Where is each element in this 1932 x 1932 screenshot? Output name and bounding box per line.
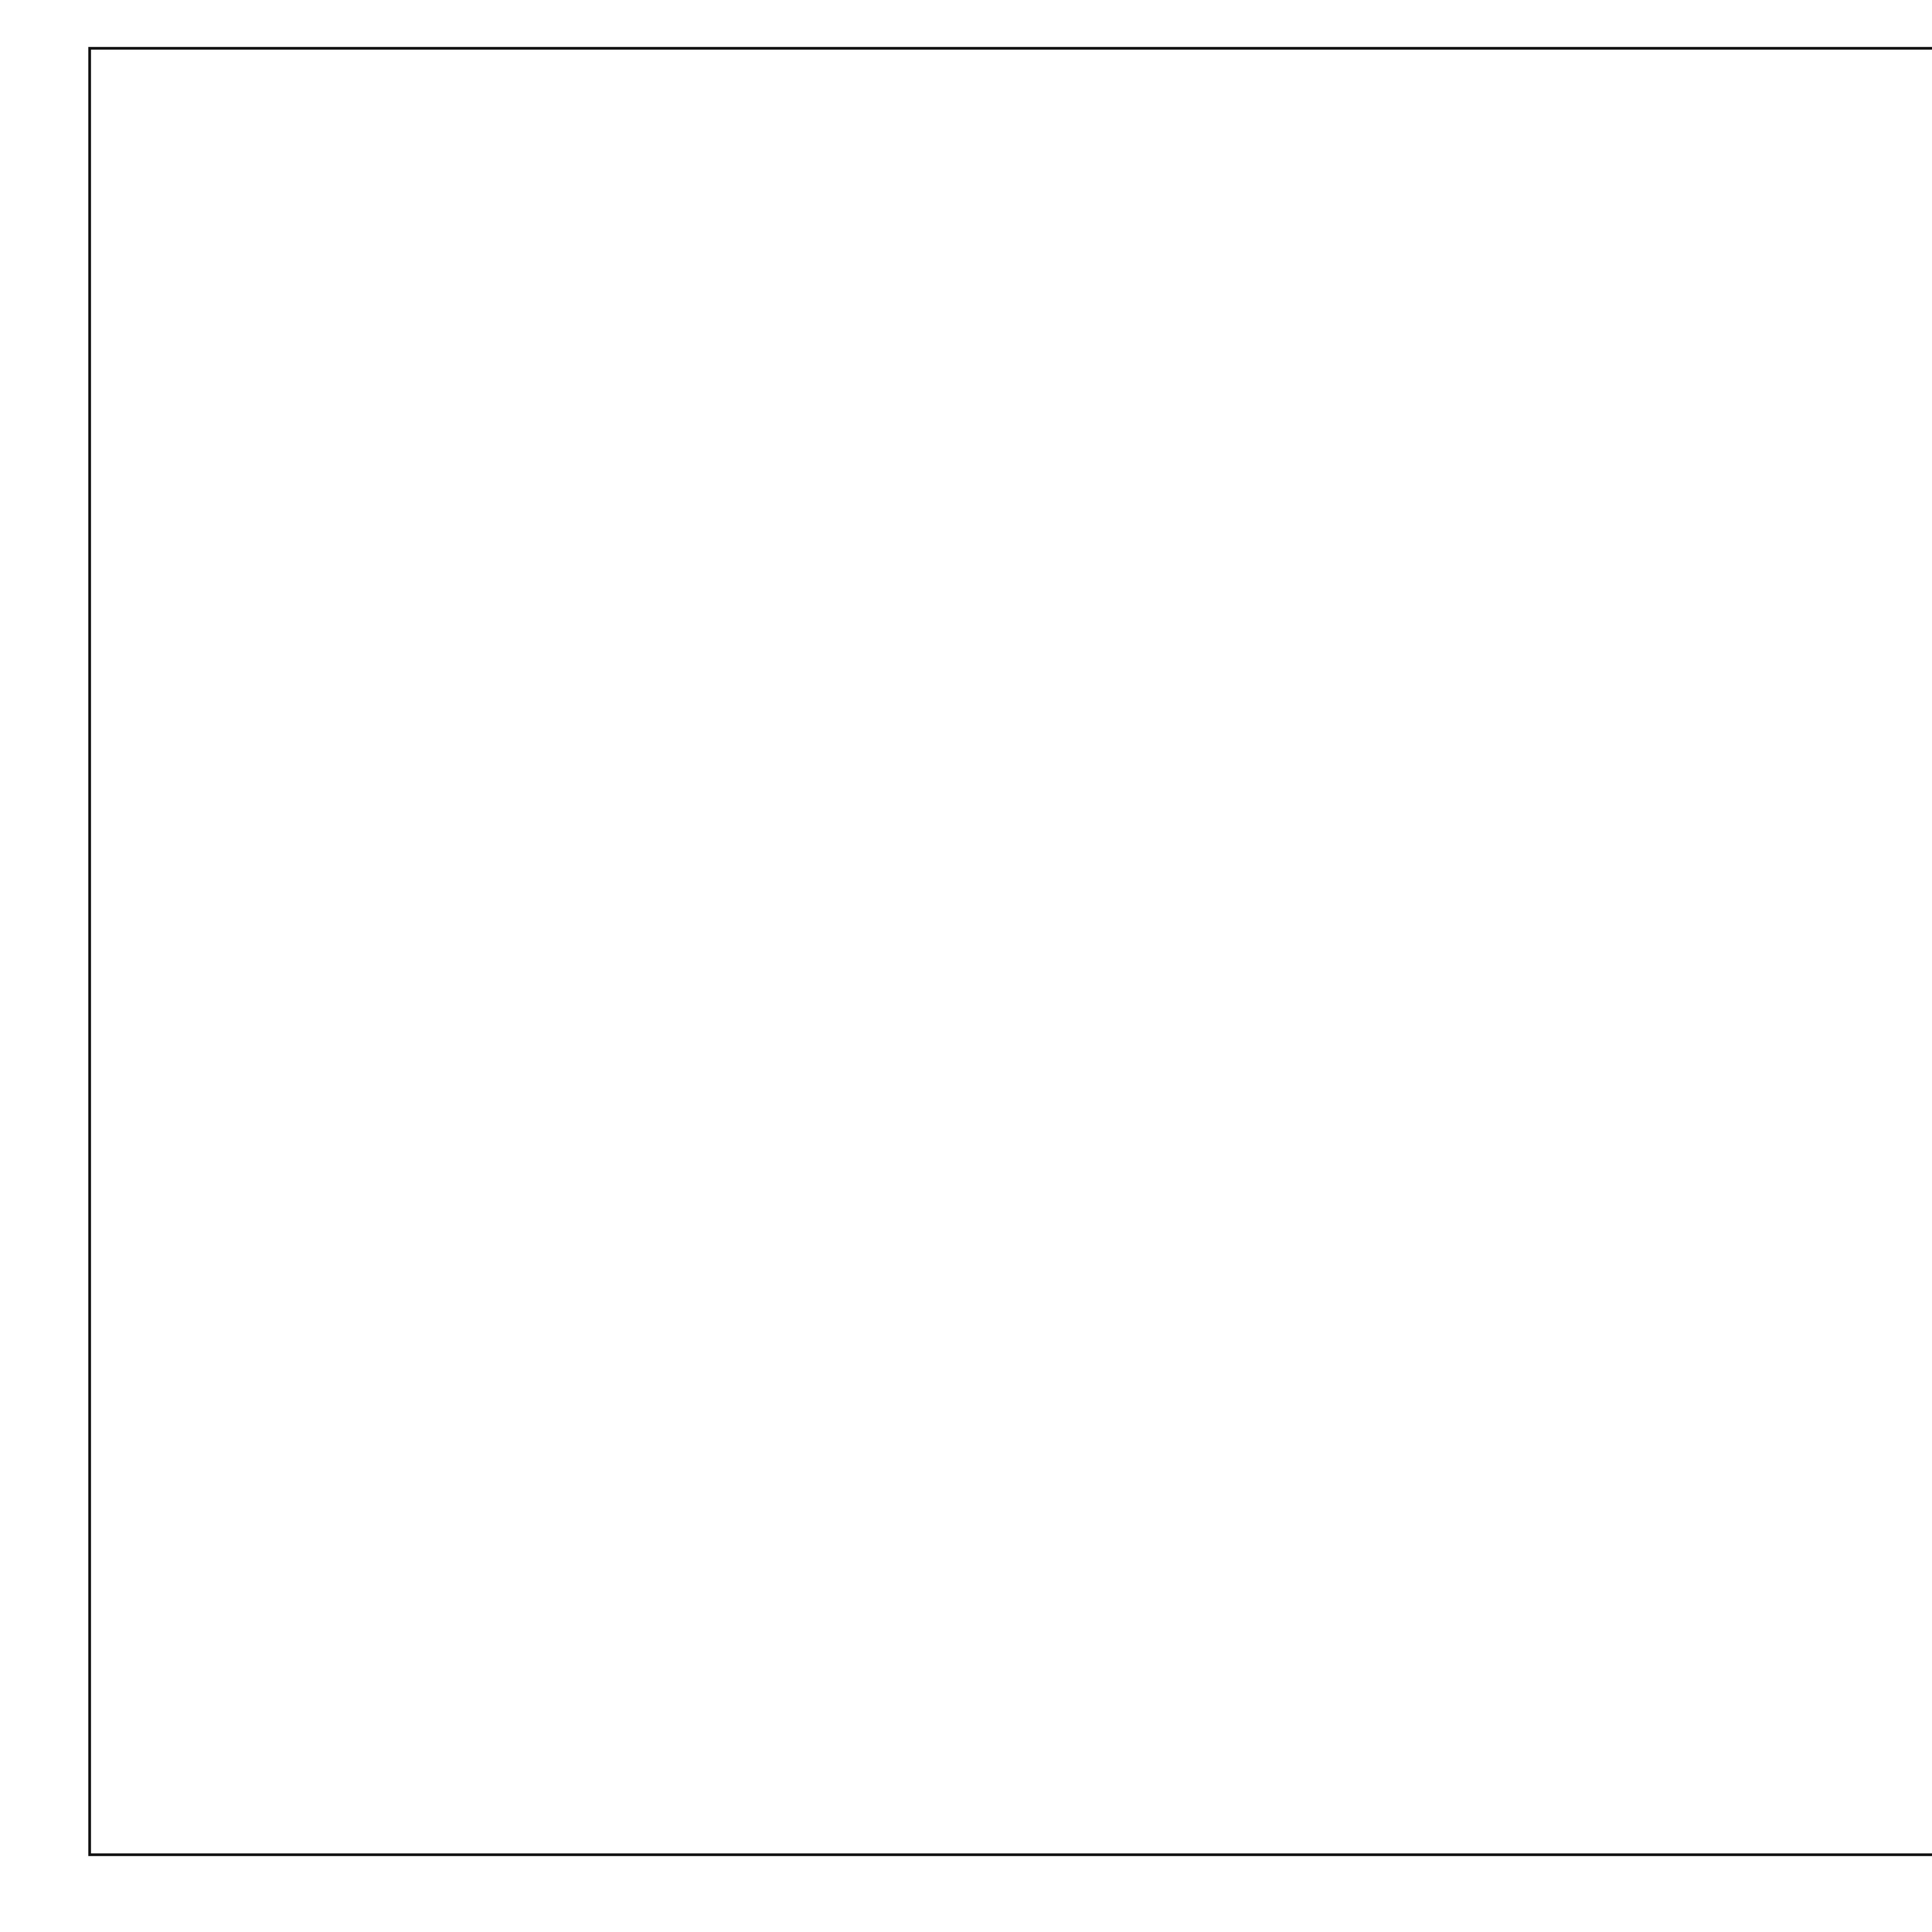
drawing-frame [90,48,1932,1855]
